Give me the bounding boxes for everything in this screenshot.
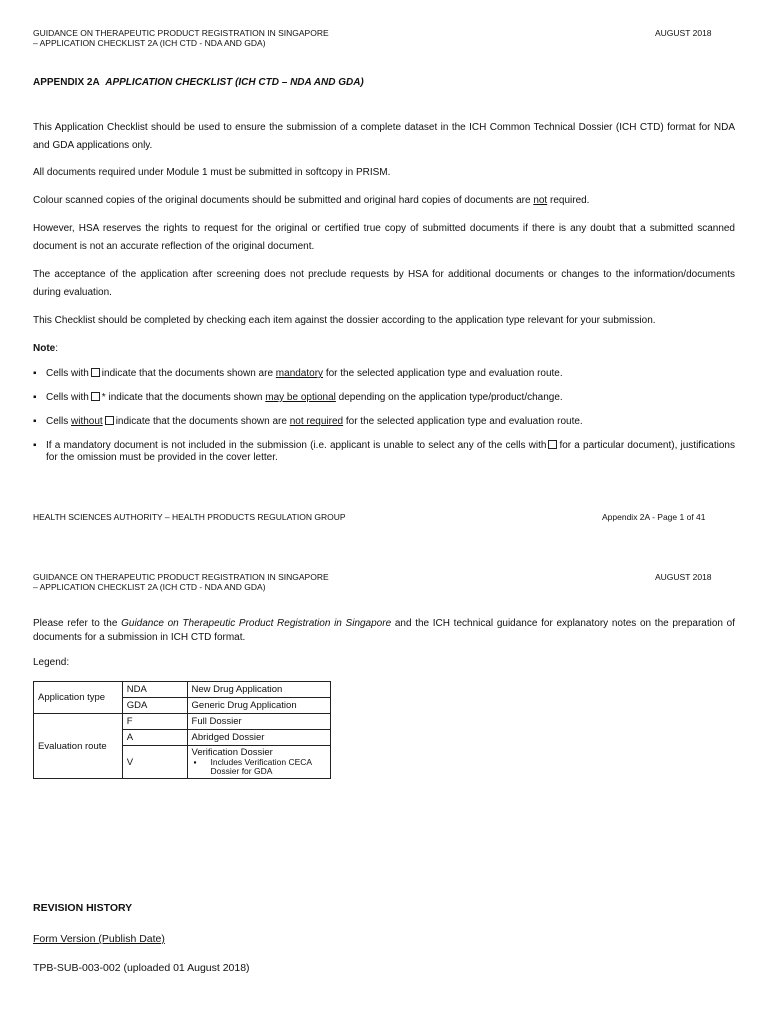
note-colon: : <box>55 343 59 354</box>
appendix-title-italic: APPLICATION CHECKLIST (ICH CTD – NDA AND GDA) <box>105 77 364 88</box>
v-desc-sub-text: Includes Verification CECA Dossier for GDA <box>210 756 312 776</box>
page1-header-left <box>33 28 329 48</box>
asterisk: * <box>101 392 106 403</box>
legend-cell-gda-desc: Generic Drug Application <box>187 698 330 714</box>
page1-footer-left: HEALTH SCIENCES AUTHORITY – HEALTH PRODUCTS REGULATION GROUP <box>33 512 346 522</box>
form-version-label: Form Version (Publish Date) <box>33 933 165 945</box>
text: for the selected application type and evaluation route. <box>343 416 583 427</box>
text: indicate that the documents shown <box>105 392 266 403</box>
page1-footer-page-number: Appendix 2A - Page 1 of 41 <box>602 512 706 522</box>
bullet-mark: ▪ <box>193 756 197 767</box>
text: required. <box>547 195 590 206</box>
form-version-value: TPB-SUB-003-002 (uploaded 01 August 2018) <box>33 962 250 974</box>
checkbox-icon <box>548 440 557 449</box>
para-checklist-completion: This Checklist should be completed by checking each item against the dossier according to the application type relevant for your submission. <box>33 315 656 326</box>
checkbox-icon <box>105 416 114 425</box>
text: Cells with <box>46 392 89 403</box>
text: Colour scanned copies of the original documents should be submitted and original hard copies of documents are <box>33 195 534 206</box>
para-module1: All documents required under Module 1 must be submitted in softcopy in PRISM. <box>33 167 391 178</box>
page2-header-left <box>33 572 329 592</box>
text: indicate that the documents shown are <box>101 368 276 379</box>
legend-cell-application-type: Application type <box>34 682 123 714</box>
legend-cell-v-desc <box>187 746 330 779</box>
checkbox-icon <box>91 392 100 401</box>
bullet-mark: ▪ <box>33 440 37 451</box>
legend-cell-v-code: V <box>122 746 187 779</box>
legend-cell-gda-code: GDA <box>122 698 187 714</box>
underlined-text: not required <box>289 416 344 427</box>
legend-cell-a-desc: Abridged Dossier <box>187 730 330 746</box>
page1-header-date: AUGUST 2018 <box>655 28 712 38</box>
table-row <box>34 682 331 698</box>
bullet-mandatory <box>33 368 735 380</box>
bullet-not-required <box>33 416 735 428</box>
header-line-1: GUIDANCE ON THERAPEUTIC PRODUCT REGISTRATION IN SINGAPORE <box>33 28 329 38</box>
underlined-text: without <box>71 416 103 427</box>
bullet-mark: ▪ <box>33 416 37 427</box>
underlined-text: not <box>533 195 548 206</box>
underlined-text: may be optional <box>265 392 336 403</box>
appendix-title-prefix: APPENDIX 2A <box>33 77 100 88</box>
text: depending on the application type/product/change. <box>335 392 563 403</box>
para-acceptance: The acceptance of the application after screening does not preclude requests by HSA for additional documents or changes to the information/documents during evaluation. <box>33 269 735 298</box>
para-hsa-rights: However, HSA reserves the rights to request for the original or certified true copy of submitted documents if there is any doubt that a submitted scanned document is not an accurate reflection of the original document. <box>33 223 735 252</box>
legend-cell-f-desc: Full Dossier <box>187 714 330 730</box>
v-desc-sub <box>192 758 326 776</box>
bullet-mark: ▪ <box>33 392 37 403</box>
para-refer-guidance <box>33 617 735 645</box>
text: for a particular document), justifications for the omission must be provided in the cover letter. <box>46 440 735 463</box>
header-line-2: – APPLICATION CHECKLIST 2A (ICH CTD - NDA AND GDA) <box>33 38 266 48</box>
note-heading <box>33 343 58 354</box>
para-colour-copies <box>33 192 735 210</box>
text: Cells <box>46 416 72 427</box>
para-purpose: This Application Checklist should be used to ensure the submission of a complete dataset in the ICH Common Technical Dossier (ICH CTD) format for NDA and GDA applications only. <box>33 122 735 151</box>
legend-table <box>33 681 331 779</box>
text: for the selected application type and evaluation route. <box>323 368 563 379</box>
italic-text: Guidance on Therapeutic Product Registration in Singapore <box>121 618 392 629</box>
text: indicate that the documents shown are <box>115 416 290 427</box>
legend-cell-evaluation-route: Evaluation route <box>34 714 123 779</box>
text: and the ICH technical guidance for explanatory notes on the preparation of documents for a submission in ICH CTD format. <box>33 618 735 643</box>
legend-cell-nda-code: NDA <box>122 682 187 698</box>
legend-cell-nda-desc: New Drug Application <box>187 682 330 698</box>
checkbox-icon <box>91 368 100 377</box>
text: If a mandatory document is not included in the submission (i.e. applicant is unable to select any of the cells with <box>46 440 547 451</box>
legend-label: Legend: <box>33 657 70 668</box>
table-row <box>34 714 331 730</box>
bullet-mark: ▪ <box>33 368 37 379</box>
v-desc-title: Verification Dossier <box>191 746 273 758</box>
bullet-justification <box>33 440 735 466</box>
underlined-text: mandatory <box>275 368 324 379</box>
bullet-optional <box>33 392 735 404</box>
text: Cells with <box>46 368 89 379</box>
note-label: Note <box>33 343 56 354</box>
legend-cell-a-code: A <box>122 730 187 746</box>
page2-header-date: AUGUST 2018 <box>655 572 712 582</box>
header-line-2: – APPLICATION CHECKLIST 2A (ICH CTD - NDA AND GDA) <box>33 582 266 592</box>
header-line-1: GUIDANCE ON THERAPEUTIC PRODUCT REGISTRATION IN SINGAPORE <box>33 572 329 582</box>
appendix-title <box>33 77 364 88</box>
text: Please refer to the <box>33 618 122 629</box>
legend-cell-f-code: F <box>122 714 187 730</box>
revision-history-heading: REVISION HISTORY <box>33 902 133 914</box>
